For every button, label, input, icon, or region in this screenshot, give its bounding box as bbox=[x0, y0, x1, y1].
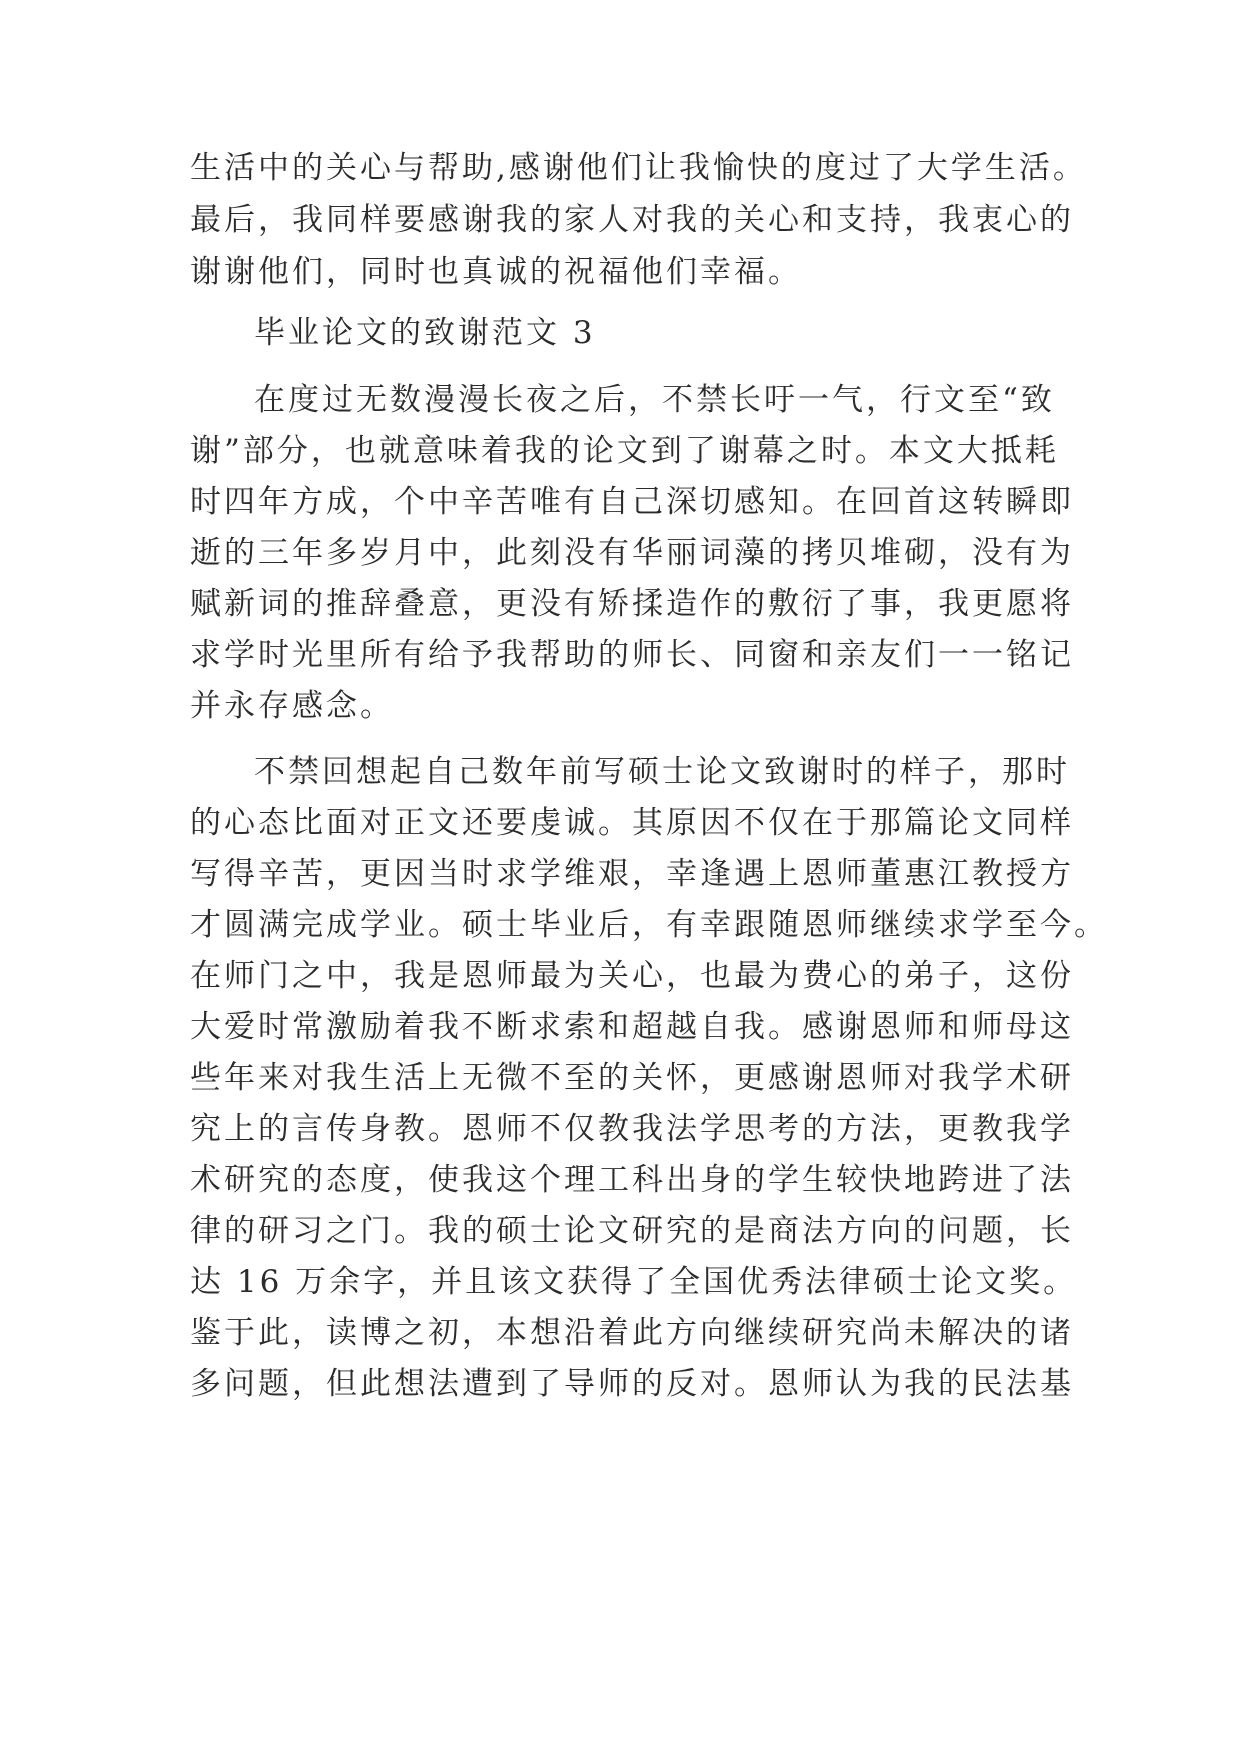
text-line: 在度过无数漫漫长夜之后，不禁长吁一气，行文至“致 bbox=[254, 382, 1055, 418]
text-line: 多问题，但此想法遭到了导师的反对。恩师认为我的民法基 bbox=[190, 1366, 1074, 1402]
text-line: 写得辛苦，更因当时求学维艰，幸逢遇上恩师董惠江教授方 bbox=[190, 856, 1074, 892]
text-line: 大爱时常激励着我不断求索和超越自我。感谢恩师和师母这 bbox=[190, 1009, 1074, 1045]
text-line: 求学时光里所有给予我帮助的师长、同窗和亲友们一一铭记 bbox=[190, 637, 1074, 673]
text-line: 时四年方成，个中辛苦唯有自己深切感知。在回首这转瞬即 bbox=[190, 484, 1074, 520]
text-line: 谢”部分，也就意味着我的论文到了谢幕之时。本文大抵耗 bbox=[190, 433, 1059, 469]
text-line: 逝的三年多岁月中，此刻没有华丽词藻的拷贝堆砌，没有为 bbox=[190, 535, 1074, 571]
text-line: 律的研习之门。我的硕士论文研究的是商法方向的问题，长 bbox=[190, 1213, 1074, 1249]
text-line: 鉴于此，读博之初，本想沿着此方向继续研究尚未解决的诸 bbox=[190, 1315, 1074, 1351]
text-line: 的心态比面对正文还要虔诚。其原因不仅在于那篇论文同样 bbox=[190, 805, 1074, 841]
text-line: 达 16 万余字，并且该文获得了全国优秀法律硕士论文奖。 bbox=[190, 1264, 1078, 1300]
text-line: 术研究的态度，使我这个理工科出身的学生较快地跨进了法 bbox=[190, 1162, 1074, 1198]
text-line: 最后，我同样要感谢我的家人对我的关心和支持，我衷心的 bbox=[190, 202, 1074, 238]
text-line: 赋新词的推辞叠意，更没有矫揉造作的敷衍了事，我更愿将 bbox=[190, 586, 1074, 622]
text-line: 在师门之中，我是恩师最为关心，也最为费心的弟子，这份 bbox=[190, 958, 1074, 994]
text-line: 并永存感念。 bbox=[190, 688, 394, 724]
text-line: 究上的言传身教。恩师不仅教我法学思考的方法，更教我学 bbox=[190, 1111, 1074, 1147]
text-line: 些年来对我生活上无微不至的关怀，更感谢恩师对我学术研 bbox=[190, 1060, 1074, 1096]
text-line: 谢谢他们，同时也真诚的祝福他们幸福。 bbox=[190, 254, 802, 290]
section-heading: 毕业论文的致谢范文 3 bbox=[254, 315, 596, 351]
text-line: 生活中的关心与帮助,感谢他们让我愉快的度过了大学生活。 bbox=[190, 150, 1087, 186]
text-line: 不禁回想起自己数年前写硕士论文致谢时的样子，那时 bbox=[254, 754, 1070, 790]
text-line: 才圆满完成学业。硕士毕业后，有幸跟随恩师继续求学至今。 bbox=[190, 907, 1108, 943]
